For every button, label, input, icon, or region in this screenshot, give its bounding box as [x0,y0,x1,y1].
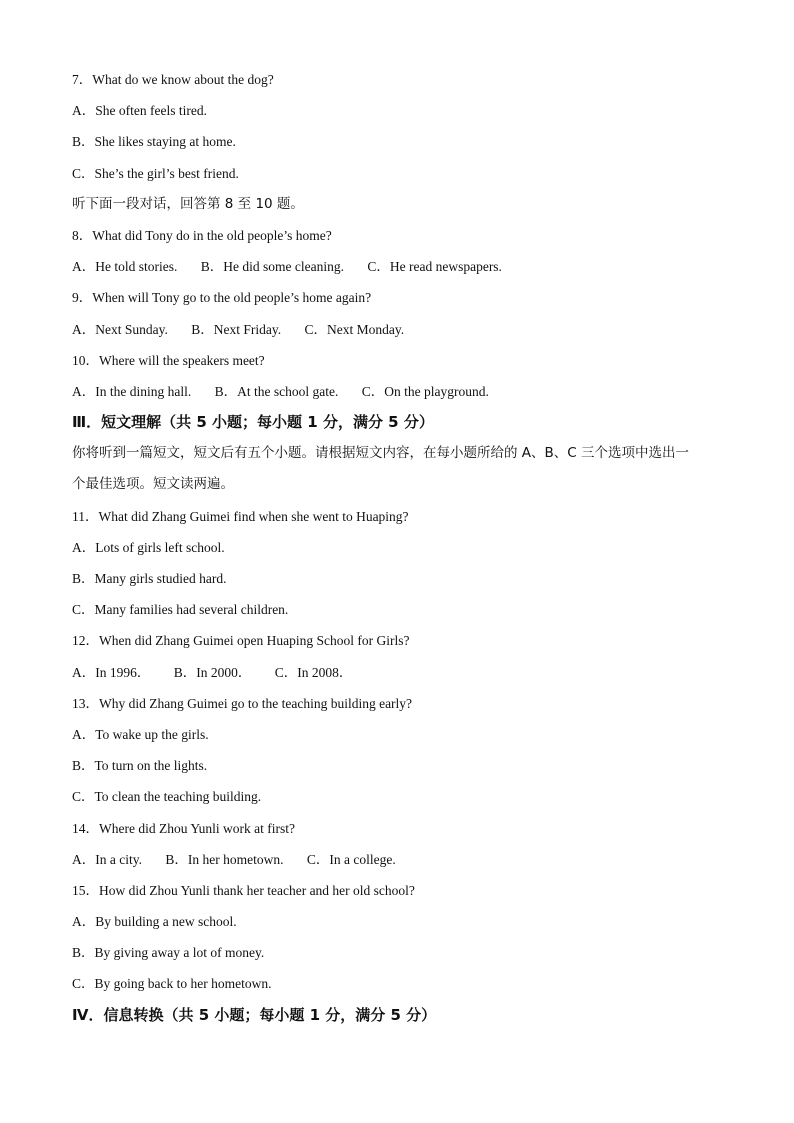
q12-option-b: B．In 2000． [173,664,252,680]
q12-option-c: C．In 2008． [274,664,353,680]
q13-option-a: A．To wake up the girls. [72,726,209,742]
q14-option-c: C．In a college. [306,851,396,867]
question-14: 14．Where did Zhou Yunli work at first? [72,820,295,836]
q8-options-row [72,251,722,282]
section-3-instructions-line-2: 个最佳选项。短文读两遍。 [72,476,234,493]
q13-option-b: B．To turn on the lights. [72,758,208,774]
q9-option-b: B．Next Friday. [191,321,282,337]
question-15: 15．How did Zhou Yunli thank her teacher and her old school? [72,882,415,898]
q10-option-b: B．At the school gate. [214,383,339,399]
q14-option-a: A．In a city. [72,851,142,867]
q12-options-row [72,657,722,688]
q15-option-b: B．By giving away a lot of money. [72,945,265,961]
q13-option-c: C．To clean the teaching building. [72,789,262,805]
q10-options-row [72,376,722,407]
exam-page [72,64,722,1031]
q10-option-a: A．In the dining hall. [72,383,192,399]
question-10: 10．Where will the speakers meet? [72,352,265,368]
q7-option-c: C．She’s the girl’s best friend. [72,165,239,181]
q10-option-c: C．On the playground. [361,383,489,399]
question-12: 12．When did Zhang Guimei open Huaping School for Girls? [72,633,410,649]
q11-option-b: B．Many girls studied hard. [72,571,227,586]
question-9: 9．When will Tony go to the old people’s home again? [72,290,372,306]
q14-option-b: B．In her hometown. [165,851,284,867]
q9-option-c: C．Next Monday. [304,321,405,337]
dialogue-instruction: 听下面一段对话，回答第 8 至 10 题。 [72,195,304,212]
q9-option-a: A．Next Sunday. [72,321,168,337]
q14-options-row [72,844,722,875]
q12-option-a: A．In 1996． [72,664,151,680]
q15-option-a: A．By building a new school. [72,914,237,930]
q7-option-b: B．She likes staying at home. [72,134,236,150]
question-8: 8．What did Tony do in the old people’s home? [72,227,332,243]
q7-option-a: A．She often feels tired. [72,103,207,119]
question-7: 7．What do we know about the dog? [72,72,274,87]
section-3-instructions-line-1: 你将听到一篇短文，短文后有五个小题。请根据短文内容，在每小题所给的 A、B、C 三个选项中选出一 [72,445,690,462]
q11-option-c: C．Many families had several children. [72,602,289,618]
q15-option-c: C．By going back to her hometown. [72,976,272,992]
question-11: 11．What did Zhang Guimei find when she went to Huaping? [72,508,409,524]
q8-option-a: A．He told stories. [72,259,178,275]
q8-option-b: B．He did some cleaning. [200,259,344,275]
section-3-heading: Ⅲ．短文理解（共 5 小题；每小题 1 分，满分 5 分） [72,413,434,432]
q11-option-a: A．Lots of girls left school. [72,539,225,555]
section-4-heading: Ⅳ．信息转换（共 5 小题；每小题 1 分，满分 5 分） [72,1005,437,1024]
q9-options-row [72,314,722,345]
q8-option-c: C．He read newspapers. [367,259,502,275]
question-13: 13．Why did Zhang Guimei go to the teaching building early? [72,695,413,711]
